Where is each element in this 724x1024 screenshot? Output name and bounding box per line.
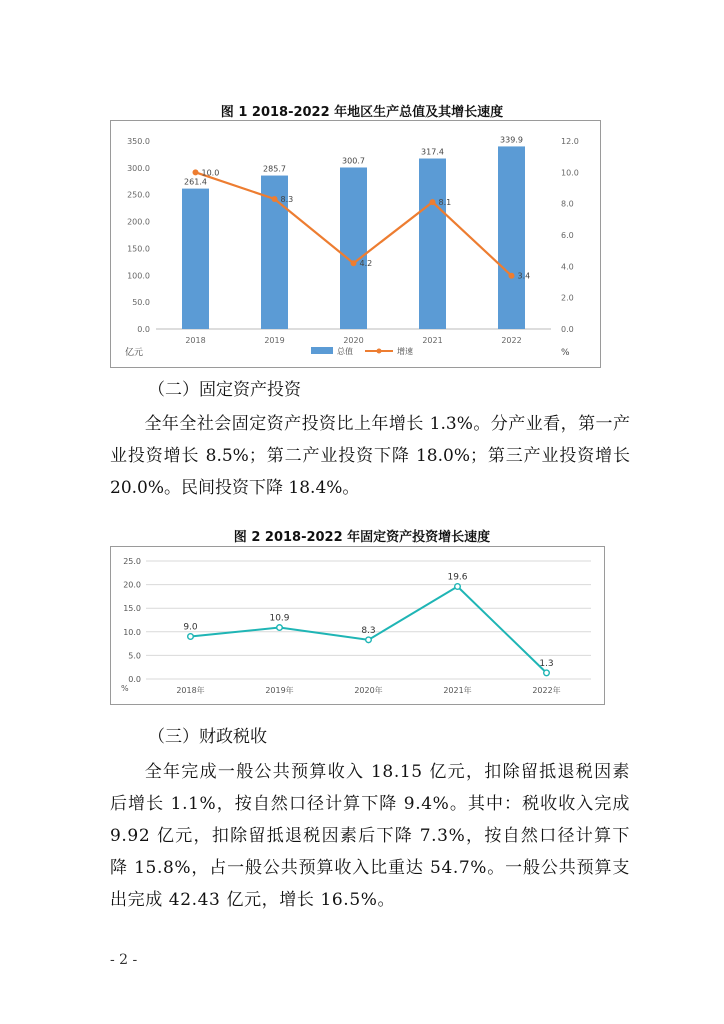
invest-point [366,637,372,643]
y-left-tick-label: 150.0 [127,244,150,254]
section3-paragraph-text: 全年完成一般公共预算收入 18.15 亿元，扣除留抵退税因素后增长 1.1%，按自然口径计算下降 9.4%。其中：税收收入完成 9.92 亿元，扣除留抵退税因素后下降 7.3%，按自然口径计算下降 15.8%，占一般公共预算收入比重达 54.7%。一般公共预算支出完成 42.43 亿元，增长 16.5%。 [110,762,630,910]
x-tick-label: 2022 [501,336,522,345]
y-tick-label: 15.0 [123,604,141,614]
y-unit: % [121,684,129,693]
bar-data-label: 317.4 [421,147,444,157]
y-left-tick-label: 350.0 [127,137,150,146]
figure2-svg [111,547,604,704]
page-number: - 2 - [110,952,138,968]
growth-data-label: 3.4 [517,271,531,281]
invest-data-label: 1.3 [539,658,554,669]
figure1-svg [111,121,600,367]
legend-line-marker [377,349,382,354]
growth-data-label: 4.2 [359,259,373,269]
y-right-tick-label: 8.0 [561,199,574,209]
section3-paragraph [110,756,630,916]
section2-heading: （二）固定资产投资 [148,380,301,400]
figure1-title: 图 1 2018-2022 年地区生产总值及其增长速度 [220,105,504,120]
bar-data-label: 285.7 [263,164,286,174]
y-right-tick-label: 4.0 [561,262,574,272]
x-tick-label: 2018 [185,336,206,345]
x-tick-label: 2021 [422,336,443,345]
bar-total [419,159,446,329]
figure1-chart [110,120,601,368]
growth-point [430,199,436,205]
y-left-tick-label: 50.0 [132,298,150,308]
y-left-tick-label: 0.0 [137,325,150,334]
invest-data-label: 8.3 [361,625,376,636]
y-left-tick-label: 300.0 [127,163,150,173]
bar-data-label: 339.9 [500,135,523,145]
y-tick-label: 25.0 [123,557,141,566]
y-left-tick-label: 200.0 [127,217,150,227]
invest-point [188,634,194,640]
y-tick-label: 0.0 [128,675,141,684]
bar-data-label: 261.4 [184,177,207,187]
invest-point [277,625,283,631]
y-tick-label: 10.0 [123,627,141,637]
bar-total [498,146,525,329]
x-tick-label: 2020 [343,336,364,345]
growth-point [272,196,278,202]
y-right-tick-label: 10.0 [561,168,579,178]
y-right-tick-label: 0.0 [561,325,574,334]
x-tick-label: 2022年 [532,686,561,695]
invest-data-label: 10.9 [269,613,290,624]
y-left-tick-label: 100.0 [127,271,150,281]
y-right-tick-label: 2.0 [561,293,574,303]
y-tick-label: 20.0 [123,580,141,590]
growth-point [351,260,357,266]
growth-point [509,273,515,279]
x-tick-label: 2019 [264,336,285,345]
figure2-chart [110,546,605,705]
y-left-unit: 亿元 [125,348,144,358]
growth-data-label: 10.0 [201,168,220,178]
invest-data-label: 19.6 [447,572,468,583]
bar-data-label: 300.7 [342,156,365,166]
legend-bar-swatch [311,347,333,354]
legend-bar-label: 总值 [337,347,353,356]
figure2-title: 图 2 2018-2022 年固定资产投资增长速度 [233,530,491,545]
section2-paragraph-text: 全年全社会固定资产投资比上年增长 1.3%。分产业看，第一产业投资增长 8.5%；第二产业投资下降 18.0%；第三产业投资增长 20.0%。民间投资下降 18.4%。 [110,414,630,498]
legend-line-label: 增速 [397,347,413,356]
y-tick-label: 5.0 [128,651,141,661]
growth-data-label: 8.1 [438,198,452,208]
y-right-tick-label: 6.0 [561,231,574,240]
growth-point [193,169,199,175]
x-tick-label: 2018年 [176,686,205,695]
bar-total [182,189,209,329]
invest-data-label: 9.0 [183,622,198,633]
y-right-unit: % [561,348,570,358]
section3-heading: （三）财政税收 [148,727,267,747]
invest-point [455,584,461,590]
invest-point [544,670,550,676]
growth-data-label: 8.3 [280,194,294,204]
section2-paragraph [110,408,630,504]
y-right-tick-label: 12.0 [561,137,579,146]
x-tick-label: 2020年 [354,686,383,695]
bar-total [340,167,367,329]
y-left-tick-label: 250.0 [127,190,150,200]
x-tick-label: 2019年 [265,686,294,695]
x-tick-label: 2021年 [443,686,472,695]
